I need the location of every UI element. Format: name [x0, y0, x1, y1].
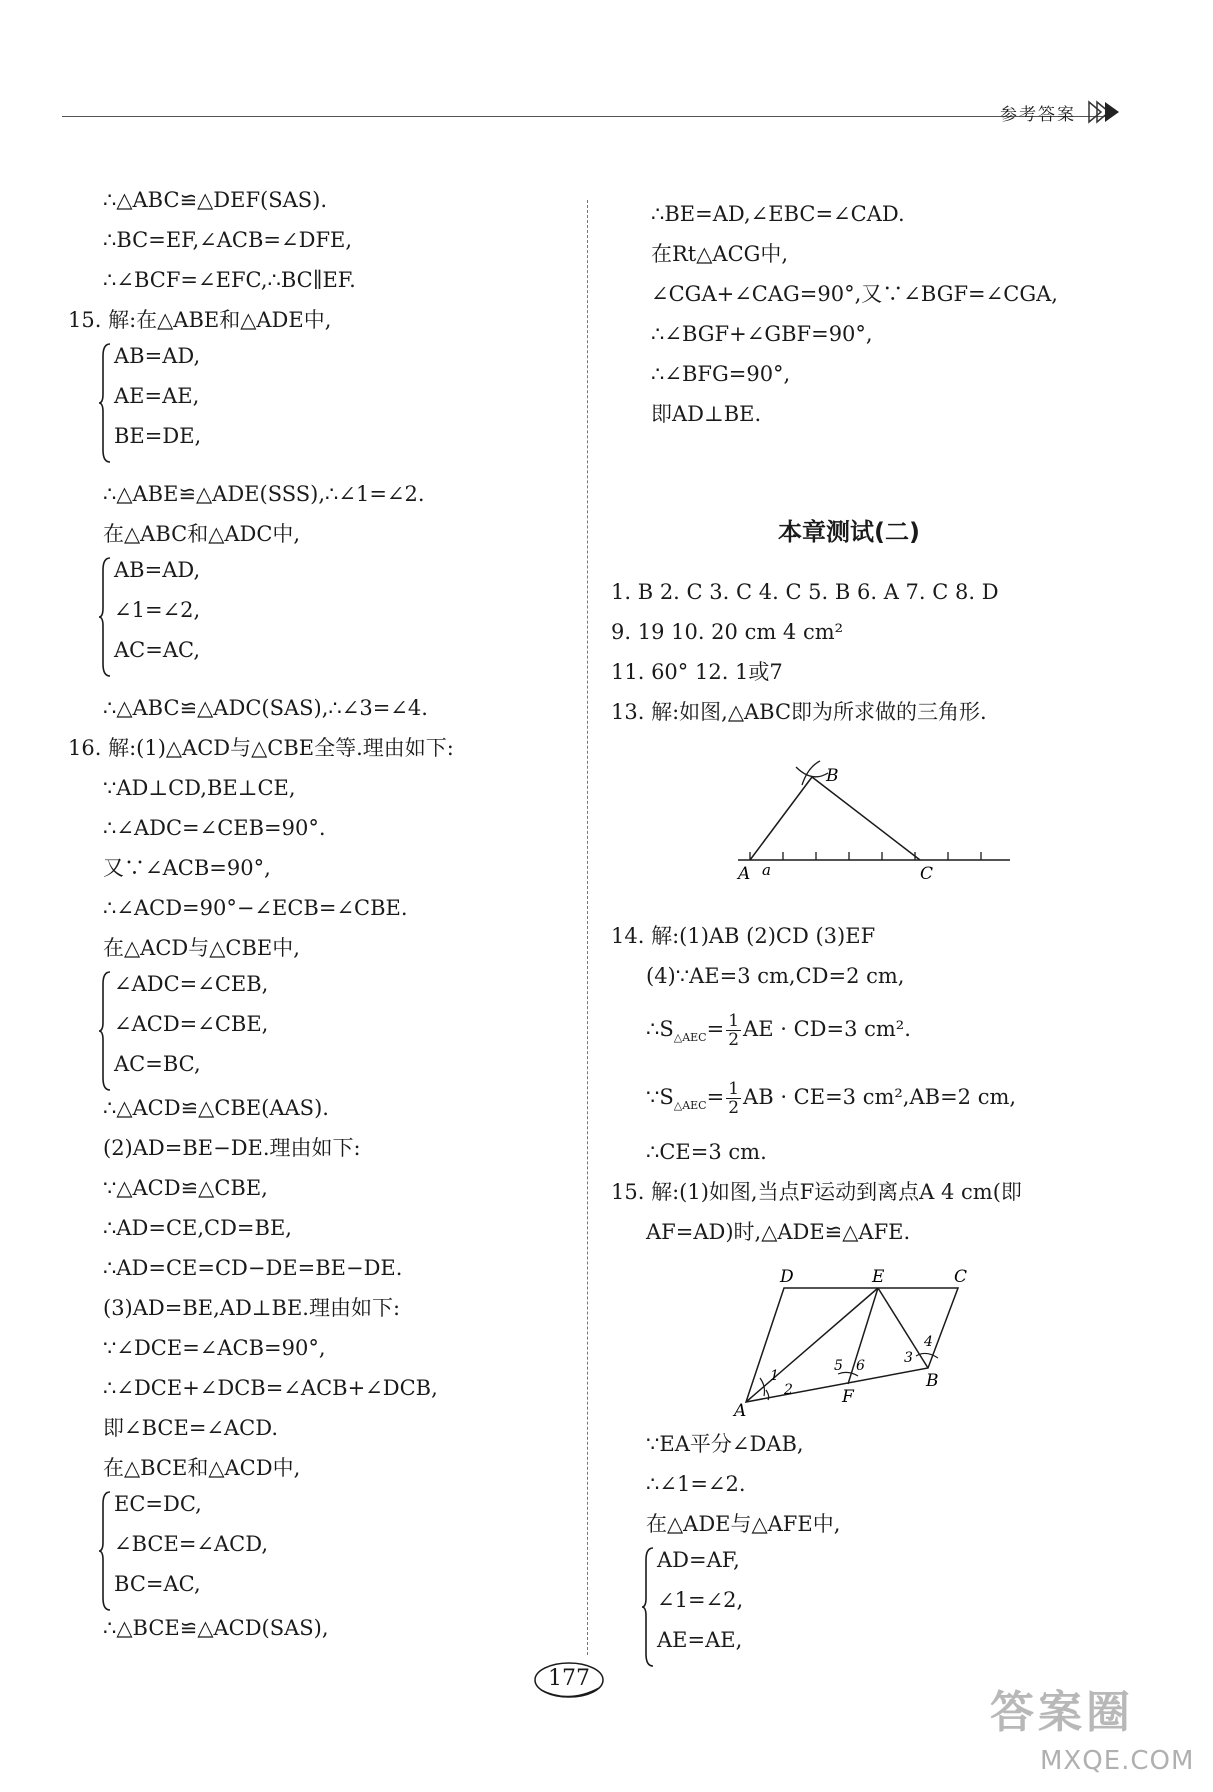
label-b: B — [826, 766, 839, 786]
q15-rsys-row-3: AE=AE, — [657, 1628, 743, 1652]
q15-system-2 — [98, 554, 298, 680]
q16-c-line-4: 即∠BCE=∠ACD. — [103, 1416, 279, 1440]
header-label: 参考答案 — [1000, 105, 1076, 125]
figure-quadrilateral — [730, 1262, 970, 1417]
frac-den: 2 — [728, 1098, 740, 1118]
q15-sys2-row-1: AB=AD, — [114, 558, 201, 582]
frac-num: 1 — [728, 1079, 740, 1099]
right-line-6: 即AD⊥BE. — [651, 402, 762, 426]
segment-ea — [746, 1288, 878, 1402]
q15-sys1-row-1: AB=AD, — [114, 344, 201, 368]
label-a: A — [734, 1401, 747, 1417]
brace-icon — [98, 340, 112, 466]
q16-c-line-3: ∴∠DCE+∠DCB=∠ACB+∠DCB, — [103, 1376, 438, 1400]
right-line-1: ∴BE=AD,∠EBC=∠CAD. — [651, 202, 905, 226]
brace-icon — [98, 1488, 112, 1614]
label-angle-2: 2 — [784, 1382, 793, 1398]
q14-line-3-b: AE · CD=3 cm². — [743, 1017, 911, 1041]
q16-a-line-1: ∵AD⊥CD,BE⊥CE, — [103, 776, 296, 800]
segment-eb — [878, 1288, 928, 1368]
label-small-a: a — [762, 861, 771, 879]
q16-b-line-2: ∵△ACD≌△CBE, — [103, 1176, 268, 1200]
q15-right-line-2: AF=AD)时,△ADE≌△AFE. — [646, 1220, 911, 1244]
q15-system-1 — [98, 340, 298, 466]
q14-line-2: (4)∵AE=3 cm,CD=2 cm, — [646, 964, 905, 988]
header-arrow-icon — [1087, 99, 1127, 125]
q16-sys2-row-2: ∠BCE=∠ACD, — [114, 1532, 269, 1556]
answers-row-2: 9. 19 10. 20 cm 4 cm² — [611, 620, 844, 644]
q15-rsys-row-2: ∠1=∠2, — [657, 1588, 744, 1612]
q16-sys1-row-2: ∠ACD=∠CBE, — [114, 1012, 269, 1036]
label-b: B — [926, 1371, 939, 1391]
q16-a-conclusion: ∴△ACD≌△CBE(AAS). — [103, 1096, 329, 1120]
q15-right-line-4: ∴∠1=∠2. — [646, 1472, 746, 1496]
q15-intro: 15. 解:在△ABE和△ADE中, — [68, 308, 332, 332]
q15-right-line-3: ∵EA平分∠DAB, — [646, 1432, 804, 1456]
q16-c-line-5: 在△BCE和△ACD中, — [103, 1456, 301, 1480]
q15-conclusion-2: ∴△ABC≌△ADC(SAS),∴∠3=∠4. — [103, 696, 428, 720]
q14-line-3-s: ∴S — [646, 1017, 674, 1041]
construction-arc — [796, 767, 828, 777]
q15-sys1-row-3: BE=DE, — [114, 424, 202, 448]
fraction-half — [726, 1080, 741, 1117]
label-d: D — [780, 1267, 794, 1287]
left-line-1: ∴△ABC≌△DEF(SAS). — [103, 188, 328, 212]
brace-icon — [641, 1544, 655, 1670]
section-title: 本章测试(二) — [778, 518, 920, 546]
q15-sys1-row-2: AE=AE, — [114, 384, 200, 408]
q14-line-3-eq: = — [706, 1017, 725, 1041]
q15-right-line-5: 在△ADE与△AFE中, — [646, 1512, 841, 1536]
q15-right-system — [641, 1544, 841, 1670]
q13-text: 13. 解:如图,△ABC即为所求做的三角形. — [611, 700, 987, 724]
q16-intro: 16. 解:(1)△ACD与△CBE全等.理由如下: — [68, 736, 454, 760]
q15-sys2-row-2: ∠1=∠2, — [114, 598, 201, 622]
q15-rsys-row-1: AD=AF, — [657, 1548, 740, 1572]
brace-icon — [98, 968, 112, 1094]
page-number: 177 — [548, 1666, 590, 1691]
answers-row-1: 1. B 2. C 3. C 4. C 5. B 6. A 7. C 8. D — [611, 580, 999, 604]
right-line-5: ∴∠BFG=90°, — [651, 362, 791, 386]
q16-b-line-4: ∴AD=CE=CD−DE=BE−DE. — [103, 1256, 403, 1280]
right-line-4: ∴∠BGF+∠GBF=90°, — [651, 322, 873, 346]
q14-line-4-eq: = — [706, 1085, 725, 1109]
q14-line-4 — [646, 1080, 1016, 1120]
label-c: C — [920, 864, 934, 884]
side-ab — [750, 777, 812, 860]
right-line-2: 在Rt△ACG中, — [651, 242, 789, 266]
q16-sys1-row-3: AC=BC, — [114, 1052, 201, 1076]
label-angle-6: 6 — [856, 1358, 865, 1374]
q15-right-line-1: 15. 解:(1)如图,当点F运动到离点A 4 cm(即 — [611, 1180, 1022, 1204]
q16-system-1 — [98, 968, 318, 1094]
frac-num: 1 — [728, 1011, 740, 1031]
q16-sys2-row-3: BC=AC, — [114, 1572, 201, 1596]
q16-c-line-1: (3)AD=BE,AD⊥BE.理由如下: — [103, 1296, 401, 1320]
q14-line-1: 14. 解:(1)AB (2)CD (3)EF — [611, 924, 876, 948]
q16-c-line-2: ∵∠DCE=∠ACB=90°, — [103, 1336, 326, 1360]
q15-sys2-row-3: AC=AC, — [114, 638, 200, 662]
q15-line-2: 在△ABC和△ADC中, — [103, 522, 301, 546]
label-f: F — [842, 1387, 854, 1407]
brace-icon — [98, 554, 112, 680]
label-angle-5: 5 — [834, 1358, 843, 1374]
q14-line-5: ∴CE=3 cm. — [646, 1140, 767, 1164]
q16-sys2-row-1: EC=DC, — [114, 1492, 202, 1516]
q16-b-line-1: (2)AD=BE−DE.理由如下: — [103, 1136, 361, 1160]
q14-line-4-b: AB · CE=3 cm²,AB=2 cm, — [743, 1085, 1017, 1109]
label-angle-4: 4 — [924, 1334, 933, 1350]
q14-line-4-s: ∵S — [646, 1085, 674, 1109]
column-divider — [587, 200, 588, 1655]
q16-a-line-5: 在△ACD与△CBE中, — [103, 936, 300, 960]
q14-line-3-sub: △AEC — [673, 1031, 707, 1045]
watermark-url: MXQE.COM — [1040, 1746, 1195, 1776]
q14-line-4-sub: △AEC — [673, 1099, 707, 1113]
side-bc — [812, 777, 920, 860]
answers-row-3: 11. 60° 12. 1或7 — [611, 660, 783, 684]
figure-triangle-abc — [720, 755, 1020, 885]
q16-a-line-3: 又∵∠ACB=90°, — [103, 856, 271, 880]
label-angle-3: 3 — [904, 1350, 913, 1366]
fraction-half — [726, 1012, 741, 1049]
frac-den: 2 — [728, 1030, 740, 1050]
right-line-3: ∠CGA+∠CAG=90°,又∵∠BGF=∠CGA, — [651, 282, 1058, 306]
header-rule — [62, 116, 1112, 117]
left-line-2: ∴BC=EF,∠ACB=∠DFE, — [103, 228, 353, 252]
watermark-logo: 答案圈 — [990, 1687, 1134, 1738]
q16-b-line-3: ∴AD=CE,CD=BE, — [103, 1216, 292, 1240]
left-line-3: ∴∠BCF=∠EFC,∴BC∥EF. — [103, 268, 356, 292]
q16-a-line-2: ∴∠ADC=∠CEB=90°. — [103, 816, 326, 840]
q16-c-conclusion: ∴△BCE≌△ACD(SAS), — [103, 1616, 329, 1640]
label-angle-1: 1 — [770, 1368, 779, 1384]
label-c: C — [954, 1267, 968, 1287]
label-e: E — [872, 1267, 885, 1287]
q16-a-line-4: ∴∠ACD=90°−∠ECB=∠CBE. — [103, 896, 408, 920]
q16-system-2 — [98, 1488, 318, 1614]
q15-conclusion-1: ∴△ABE≌△ADE(SSS),∴∠1=∠2. — [103, 482, 425, 506]
angle-arc-34 — [916, 1353, 938, 1358]
q16-sys1-row-1: ∠ADC=∠CEB, — [114, 972, 269, 996]
q14-line-3 — [646, 1012, 911, 1052]
label-a: A — [738, 864, 751, 884]
